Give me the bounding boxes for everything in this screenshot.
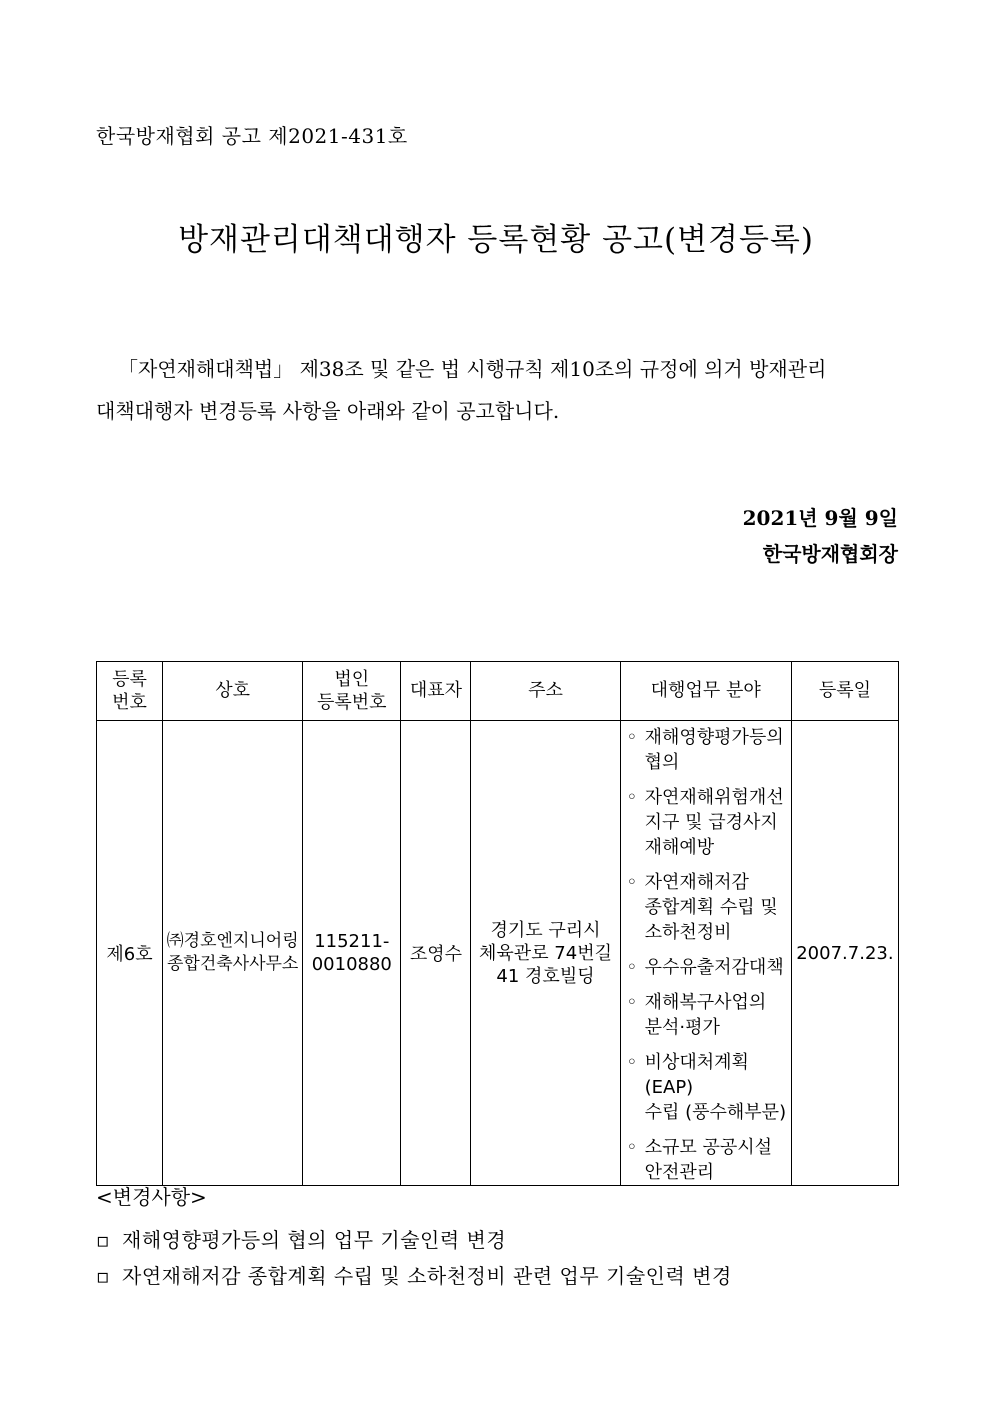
change-item-text: 재해영향평가등의 협의 업무 기술인력 변경 [122, 1228, 507, 1252]
field-line: 우수유출저감대책 [644, 957, 784, 978]
body-line-2: 대책대행자 변경등록 사항을 아래와 같이 공고합니다. [96, 399, 560, 423]
registration-table [96, 661, 899, 1186]
table-header-row [97, 662, 899, 721]
header-corp-no-line-2: 등록번호 [317, 692, 387, 713]
cell-corp-no [303, 721, 401, 1186]
cell-reg-no: 제6호 [97, 721, 163, 1186]
cell-address-line-2: 체육관로 74번길 [479, 942, 612, 964]
header-address: 주소 [471, 662, 620, 721]
field-line: 재해복구사업의 [644, 992, 767, 1013]
field-line: 지구 및 급경사지 [644, 812, 778, 833]
changes-section [96, 1182, 732, 1294]
cell-company-line-2: 종합건축사사무소 [166, 954, 299, 974]
field-item [627, 990, 789, 1040]
field-line: 재해예방 [644, 837, 715, 858]
cell-address-line-3: 41 경호빌딩 [496, 965, 595, 987]
field-line: 협의 [644, 752, 680, 773]
field-line: 자연재해위험개선 [644, 787, 784, 808]
cell-corp-no-line-2: 0010880 [311, 954, 392, 975]
header-representative: 대표자 [401, 662, 471, 721]
cell-address-line-1: 경기도 구리시 [490, 919, 601, 941]
header-reg-date: 등록일 [791, 662, 898, 721]
cell-fields [620, 721, 791, 1186]
field-line: 비상대처계획(EAP) [644, 1052, 749, 1098]
field-item [627, 870, 789, 945]
cell-address [471, 721, 620, 1186]
field-line: 안전관리 [644, 1162, 715, 1183]
field-item [627, 725, 789, 775]
bullet-icon: ◦ [626, 727, 638, 748]
cell-company-line-1: ㈜경호엔지니어링 [166, 931, 299, 951]
bullet-icon: ◦ [626, 957, 638, 978]
change-item-text: 자연재해저감 종합계획 수립 및 소하천정비 관련 업무 기술인력 변경 [122, 1264, 732, 1288]
change-item [96, 1258, 732, 1294]
field-item [627, 785, 789, 860]
cell-company [163, 721, 303, 1186]
field-line: 종합계획 수립 및 [644, 897, 778, 918]
page-title: 방재관리대책대행자 등록현황 공고(변경등록) [178, 222, 814, 258]
field-line: 분석·평가 [644, 1017, 720, 1038]
field-line: 소하천정비 [644, 922, 732, 943]
cell-representative: 조영수 [401, 721, 471, 1186]
bullet-icon: ◦ [626, 872, 638, 893]
header-reg-no-line-1: 등록 [112, 669, 147, 690]
header-corp-no-line-1: 법인 [334, 669, 370, 690]
header-reg-no [97, 662, 163, 721]
issuer-name: 한국방재협회장 [762, 542, 898, 566]
header-company: 상호 [163, 662, 303, 721]
field-item [627, 1050, 789, 1125]
header-corp-no [303, 662, 401, 721]
cell-corp-no-line-1: 115211- [314, 931, 390, 952]
change-item [96, 1222, 732, 1258]
field-line: 재해영향평가등의 [644, 727, 784, 748]
notice-date: 2021년 9월 9일 [742, 506, 898, 530]
header-reg-no-line-2: 번호 [112, 692, 147, 713]
bullet-icon: ◦ [626, 1052, 638, 1073]
bullet-icon: ◦ [626, 992, 638, 1013]
notice-number: 한국방재협회 공고 제2021-431호 [96, 124, 408, 148]
bullet-icon: ◦ [626, 1137, 638, 1158]
field-item [627, 1135, 789, 1185]
square-bullet-icon: ▫ [96, 1228, 111, 1252]
bullet-icon: ◦ [626, 787, 638, 808]
square-bullet-icon: ▫ [96, 1264, 111, 1288]
cell-reg-date: 2007.7.23. [791, 721, 898, 1186]
field-line: 자연재해저감 [644, 872, 749, 893]
body-line-1: 「자연재해대책법」 제38조 및 같은 법 시행규칙 제10조의 규정에 의거 방재관리 [118, 357, 827, 381]
table-row [97, 721, 899, 1186]
field-item [627, 955, 789, 980]
field-line: 수립 (풍수해부문) [644, 1102, 787, 1123]
header-fields: 대행업무 분야 [620, 662, 791, 721]
changes-title: <변경사항> [96, 1185, 207, 1209]
notice-body [96, 348, 898, 432]
field-line: 소규모 공공시설 [644, 1137, 773, 1158]
